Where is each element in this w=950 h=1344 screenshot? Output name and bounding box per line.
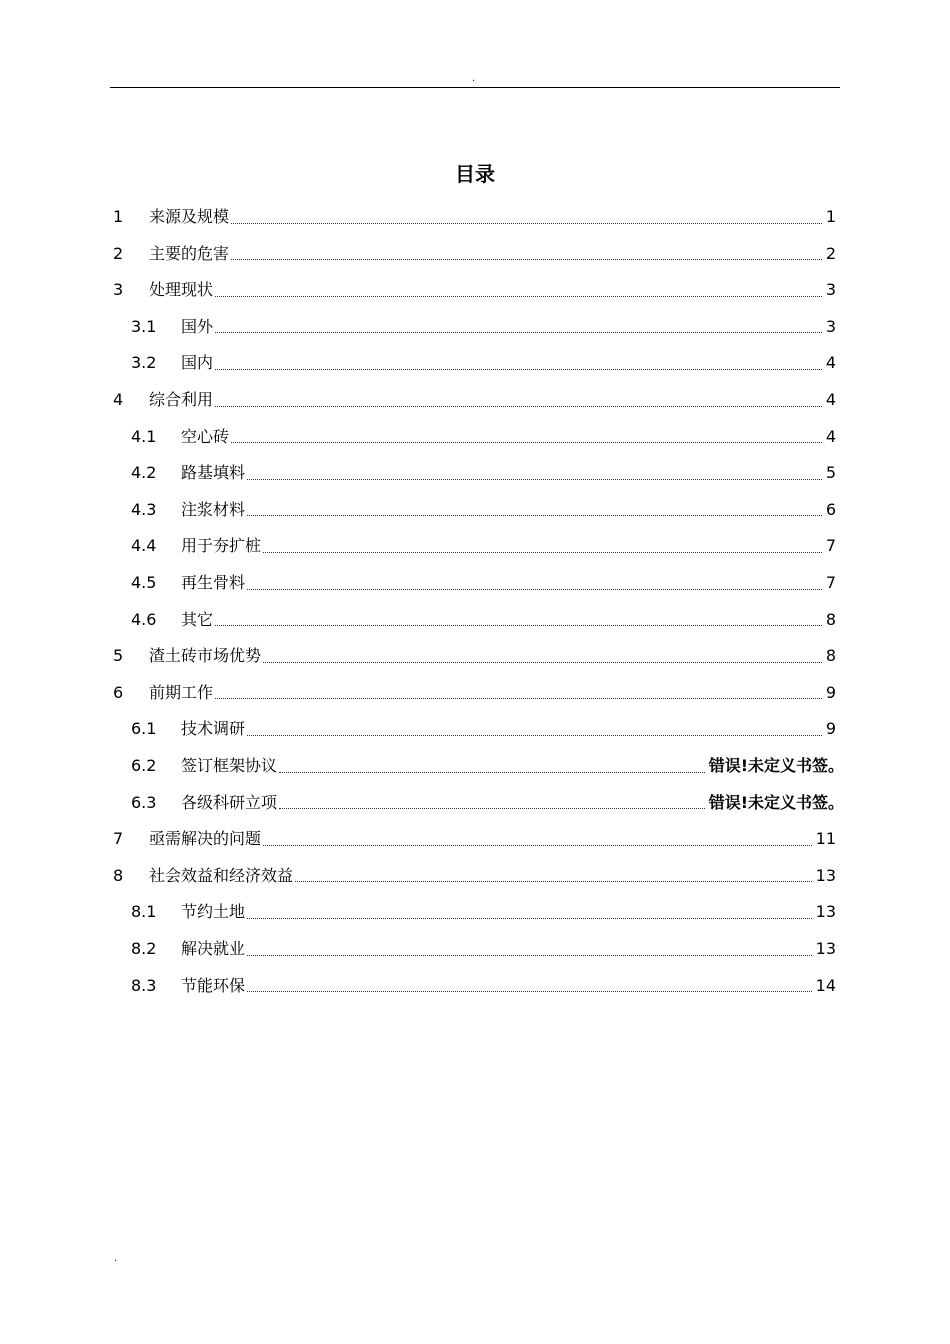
toc-dot-leader — [231, 442, 822, 443]
toc-entry-number: 3.1 — [131, 316, 157, 336]
toc-entry[interactable] — [131, 345, 836, 381]
toc-entry-label: 再生骨料 — [181, 573, 246, 592]
toc-entry-label: 渣土砖市场优势 — [149, 646, 262, 666]
toc-entry-label: 综合利用 — [149, 390, 214, 409]
toc-entry-number: 4.6 — [131, 609, 157, 629]
toc-entry-number: 2 — [113, 243, 124, 263]
toc-entry-number: 3 — [113, 280, 124, 300]
toc-entry-page: 11 — [815, 829, 836, 849]
toc-entry-label: 解决就业 — [181, 939, 246, 958]
toc-entry-number: 4.1 — [131, 426, 157, 446]
toc-entry-number: 4.5 — [131, 573, 157, 592]
toc-entry[interactable] — [113, 638, 836, 674]
toc-entry-error-text: 错误!未定义书签。 — [708, 756, 844, 775]
toc-entry-page: 4 — [825, 390, 836, 409]
toc-dot-leader — [247, 589, 822, 590]
toc-entry-label: 注浆材料 — [181, 499, 246, 519]
toc-entry-page: 8 — [825, 646, 836, 666]
toc-entry-page: 6 — [825, 499, 836, 519]
toc-entry-number: 4.4 — [131, 536, 157, 556]
toc-entry[interactable] — [113, 236, 836, 272]
toc-entry-number: 3.2 — [131, 353, 157, 373]
toc-entry-label: 各级科研立项 — [181, 792, 278, 812]
toc-entry-label: 前期工作 — [149, 682, 214, 702]
toc-entry-page: 3 — [825, 316, 836, 336]
toc-entry-number: 6.3 — [131, 792, 157, 812]
header-mark: . — [472, 73, 476, 84]
toc-entry-label: 社会效益和经济效益 — [149, 865, 294, 885]
toc-entry-page: 9 — [825, 682, 836, 702]
toc-dot-leader — [279, 772, 705, 773]
toc-entry-label: 技术调研 — [181, 719, 246, 739]
toc-dot-leader — [215, 625, 822, 626]
toc-entry-number: 5 — [113, 646, 124, 666]
toc-entry-page: 13 — [815, 939, 836, 958]
toc-entry-page: 7 — [825, 573, 836, 592]
toc-entry[interactable] — [131, 528, 836, 564]
toc-entry-page: 14 — [815, 975, 836, 995]
toc-entry[interactable] — [113, 821, 836, 857]
toc-dot-leader — [247, 955, 812, 956]
toc-dot-leader — [231, 259, 822, 260]
toc-entry-page: 8 — [825, 609, 836, 629]
toc-dot-leader — [247, 918, 812, 919]
toc-entry-label: 用于夯扩桩 — [181, 536, 262, 556]
toc-entry-label: 空心砖 — [181, 426, 230, 446]
toc-entry[interactable] — [113, 199, 836, 235]
toc-entry[interactable] — [131, 419, 836, 455]
toc-entry-number: 7 — [113, 829, 124, 849]
header-rule — [110, 87, 840, 88]
toc-entry[interactable] — [113, 272, 836, 308]
toc-entry-page: 1 — [825, 207, 836, 226]
toc-dot-leader — [215, 369, 822, 370]
toc-entry-number: 8.1 — [131, 902, 157, 922]
toc-dot-leader — [215, 698, 822, 699]
toc-entry[interactable] — [131, 785, 844, 821]
toc-entry-page: 9 — [825, 719, 836, 739]
toc-entry[interactable] — [131, 492, 836, 528]
toc-entry-number: 6 — [113, 682, 124, 702]
toc-entry-label: 主要的危害 — [149, 243, 230, 263]
toc-entry-page: 4 — [825, 353, 836, 373]
toc-entry-number: 4.3 — [131, 499, 157, 519]
toc-entry-label: 国外 — [181, 316, 214, 336]
footer-mark: . — [114, 1253, 118, 1264]
toc-entry-error-text: 错误!未定义书签。 — [708, 792, 844, 812]
toc-entry-page: 13 — [815, 902, 836, 922]
toc-entry-label: 亟需解决的问题 — [149, 829, 262, 849]
toc-entry-page: 13 — [815, 865, 836, 885]
toc-entry-page: 4 — [825, 426, 836, 446]
toc-entry-label: 节能环保 — [181, 975, 246, 995]
toc-entry-number: 4.2 — [131, 463, 157, 483]
toc-entry[interactable] — [131, 565, 836, 601]
toc-entry-page: 3 — [825, 280, 836, 300]
toc-entry-label: 国内 — [181, 353, 214, 373]
toc-entry-label: 路基填料 — [181, 463, 246, 483]
toc-dot-leader — [247, 735, 822, 736]
toc-entry-label: 处理现状 — [149, 280, 214, 300]
toc-dot-leader — [215, 332, 822, 333]
toc-dot-leader — [263, 662, 822, 663]
toc-dot-leader — [247, 479, 822, 480]
toc-entry-number: 6.2 — [131, 756, 157, 775]
toc-entry-label: 节约土地 — [181, 902, 246, 922]
toc-dot-leader — [263, 845, 812, 846]
toc-entry-number: 8.2 — [131, 939, 157, 958]
toc-entry-label: 来源及规模 — [149, 207, 230, 226]
toc-entry[interactable] — [131, 748, 844, 784]
toc-dot-leader — [215, 406, 822, 407]
toc-dot-leader — [247, 991, 812, 992]
toc-entry-page: 5 — [825, 463, 836, 483]
toc-dot-leader — [295, 881, 812, 882]
toc-entry-label: 其它 — [181, 609, 214, 629]
toc-entry-number: 1 — [113, 207, 124, 226]
toc-entry[interactable] — [131, 309, 836, 345]
toc-entry[interactable] — [113, 858, 836, 894]
toc-entry-page: 7 — [825, 536, 836, 556]
toc-dot-leader — [263, 552, 822, 553]
page-title: 目录 — [455, 162, 495, 186]
toc-dot-leader — [231, 223, 822, 224]
toc-dot-leader — [247, 515, 822, 516]
toc-entry[interactable] — [131, 455, 836, 491]
toc-entry[interactable] — [131, 894, 836, 930]
toc-entry[interactable] — [131, 711, 836, 747]
toc-entry[interactable] — [113, 675, 836, 711]
toc-entry-number: 8 — [113, 865, 124, 885]
toc-dot-leader — [215, 296, 822, 297]
toc-entry[interactable] — [131, 602, 836, 638]
toc-entry-label: 签订框架协议 — [181, 756, 278, 775]
toc-entry-number: 4 — [113, 390, 124, 409]
toc-entry[interactable] — [113, 382, 836, 418]
toc-entry-number: 6.1 — [131, 719, 157, 739]
toc-dot-leader — [279, 808, 705, 809]
toc-entry[interactable] — [131, 968, 836, 1004]
toc-entry-page: 2 — [825, 243, 836, 263]
toc-entry[interactable] — [131, 931, 836, 967]
toc-entry-number: 8.3 — [131, 975, 157, 995]
